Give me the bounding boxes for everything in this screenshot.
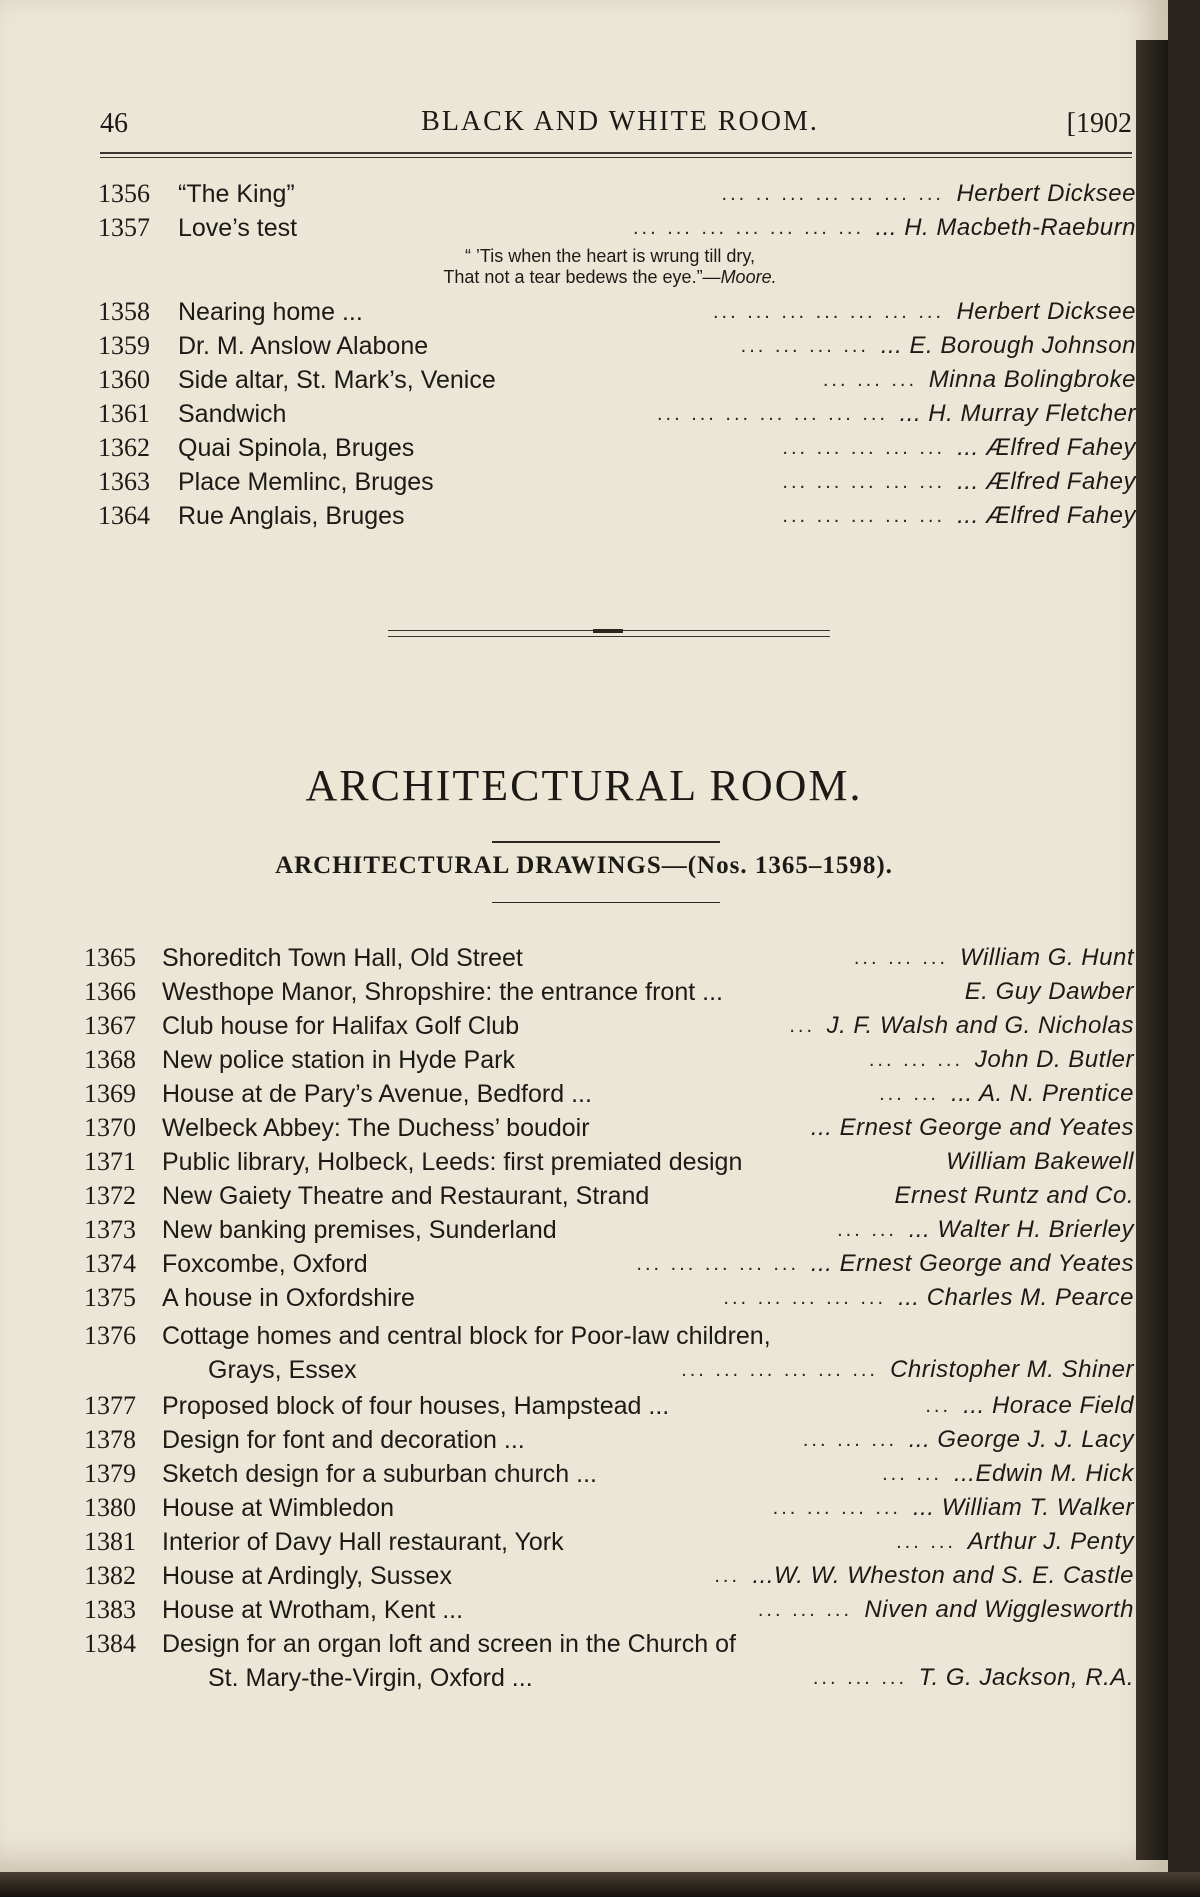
entry-artist: ... Ernest George and Yeates: [810, 1250, 1134, 1277]
leader-dots: ... ... ... ... ...: [782, 471, 945, 493]
leader-dots: ... ... ... ... ...: [782, 505, 945, 527]
entry-number: 1381: [84, 1527, 136, 1556]
entry-number: 1379: [84, 1459, 136, 1488]
section-subheading: [0, 852, 1168, 880]
entry-artist: ...Edwin M. Hick: [953, 1460, 1134, 1487]
catalogue-entry: [84, 1214, 1134, 1246]
entry-title: Design for an organ loft and screen in the Church of: [162, 1630, 736, 1658]
entry-number: 1378: [84, 1425, 136, 1454]
catalogue-entry: [98, 212, 1136, 244]
leader-dots: ... ... ... ... ... ... ...: [656, 403, 888, 425]
catalogue-entry: [84, 1458, 1134, 1490]
entry-number: 1380: [84, 1493, 136, 1522]
leader-dots: ... ... ...: [868, 1049, 963, 1071]
leader-dots: ... ... ...: [853, 947, 948, 969]
entry-artist: ... E. Borough Johnson: [880, 332, 1136, 359]
entry-artist: ... H. Macbeth-Raeburn: [875, 214, 1136, 241]
entry-title: Proposed block of four houses, Hampstead ...: [162, 1392, 670, 1420]
catalogue-entry: [98, 466, 1136, 498]
entry-title: House at de Pary’s Avenue, Bedford ...: [162, 1080, 592, 1108]
catalogue-entry: [84, 1078, 1134, 1110]
entry-title: Foxcombe, Oxford: [162, 1250, 368, 1278]
catalogue-entry: [98, 296, 1136, 328]
section-divider: [388, 630, 830, 637]
entry-number: 1370: [84, 1113, 136, 1142]
catalogue-entry: [84, 1662, 1134, 1694]
entry-artist: ... Ælfred Fahey: [957, 502, 1136, 529]
entry-artist: Herbert Dicksee: [956, 180, 1136, 207]
entry-number: 1372: [84, 1181, 136, 1210]
catalogue-entry: [98, 398, 1136, 430]
entry-title: Dr. M. Anslow Alabone: [178, 332, 429, 360]
entry-number: 1377: [84, 1391, 136, 1420]
entry-title: Design for font and decoration ...: [162, 1426, 525, 1454]
entry-number: 1365: [84, 943, 136, 972]
entry-title: House at Wimbledon: [162, 1494, 395, 1522]
leader-dots: ... .. ... ... ... ... ...: [721, 183, 944, 205]
entry-number: 1363: [98, 467, 150, 496]
catalogue-entry: [84, 1560, 1134, 1592]
leader-dots: ...: [925, 1395, 951, 1417]
entry-title: Rue Anglais, Bruges: [178, 502, 405, 530]
entry-title: Welbeck Abbey: The Duchess’ boudoir: [162, 1114, 590, 1142]
entry-title: A house in Oxfordshire: [162, 1284, 415, 1312]
quote-citation: Moore.: [720, 267, 777, 287]
entry-artist: ... George J. J. Lacy: [908, 1426, 1134, 1453]
entry-number: 1383: [84, 1595, 136, 1624]
year-label: [1902: [1066, 108, 1132, 139]
entry-artist: J. F. Walsh and G. Nicholas: [826, 1012, 1134, 1039]
catalogue-entry: [84, 1354, 1134, 1386]
catalogue-entry: [84, 1112, 1134, 1144]
entry-number: 1375: [84, 1283, 136, 1312]
entry-artist: Ernest Runtz and Co.: [894, 1182, 1134, 1209]
page-header: [100, 100, 1140, 144]
entry-number: 1359: [98, 331, 150, 360]
entry-number: 1367: [84, 1011, 136, 1040]
catalogue-entry: [84, 1282, 1134, 1314]
entry-artist: Minna Bolingbroke: [928, 366, 1136, 393]
catalogue-entry: [98, 432, 1136, 464]
entry-number: 1362: [98, 433, 150, 462]
entry-number: 1371: [84, 1147, 136, 1176]
entry-artist: ... Ælfred Fahey: [957, 434, 1136, 461]
entry-artist: Arthur J. Penty: [967, 1528, 1134, 1555]
catalogue-entry: [84, 1010, 1134, 1042]
entry-title: Side altar, St. Mark’s, Venice: [178, 366, 496, 394]
catalogue-entry: [84, 942, 1134, 974]
entry-artist: ...W. W. Wheston and S. E. Castle: [752, 1562, 1134, 1589]
entry-title: Quai Spinola, Bruges: [178, 434, 415, 462]
entry-number: 1356: [98, 179, 150, 208]
entry-artist: ... Ælfred Fahey: [957, 468, 1136, 495]
entry-title: Sandwich: [178, 400, 287, 428]
leader-dots: ...: [714, 1565, 740, 1587]
entry-number: 1373: [84, 1215, 136, 1244]
quotation: [330, 246, 890, 288]
leader-dots: ... ... ... ... ... ...: [681, 1359, 878, 1381]
leader-dots: ... ...: [882, 1463, 942, 1485]
entry-artist: ... Ernest George and Yeates: [810, 1114, 1134, 1141]
subheading-range: —(Nos. 1365–1598).: [661, 852, 893, 879]
entry-artist: ... Walter H. Brierley: [908, 1216, 1134, 1243]
catalogue-entry: [84, 1044, 1134, 1076]
catalogue-entry: [98, 500, 1136, 532]
entry-title: House at Ardingly, Sussex: [162, 1562, 452, 1590]
catalogue-entry: [84, 1146, 1134, 1178]
entry-title: Club house for Halifax Golf Club: [162, 1012, 520, 1040]
entry-title: Sketch design for a suburban church ...: [162, 1460, 597, 1488]
catalogue-entry: [84, 1248, 1134, 1280]
entry-number: 1376: [84, 1321, 136, 1350]
catalogue-entry: [84, 1628, 1134, 1660]
entry-artist: John D. Butler: [974, 1046, 1134, 1073]
leader-dots: ... ... ... ... ... ... ...: [712, 301, 944, 323]
leader-dots: ... ...: [837, 1219, 897, 1241]
catalogue-entry: [84, 1594, 1134, 1626]
entry-title: Grays, Essex: [208, 1356, 357, 1384]
entry-title: Cottage homes and central block for Poor-law children,: [162, 1322, 771, 1350]
catalogue-entry: [98, 178, 1136, 210]
catalogue-entry: [84, 976, 1134, 1008]
entry-title: St. Mary-the-Virgin, Oxford ...: [208, 1664, 533, 1692]
catalogue-entry: [84, 1320, 1134, 1352]
entry-artist: ... William T. Walker: [913, 1494, 1134, 1521]
entry-title: Love’s test: [178, 214, 298, 242]
entry-title: New Gaiety Theatre and Restaurant, Strand: [162, 1182, 650, 1210]
entry-title: New banking premises, Sunderland: [162, 1216, 557, 1244]
entry-title: Public library, Holbeck, Leeds: first premiated design: [162, 1148, 743, 1176]
entry-number: 1358: [98, 297, 150, 326]
entry-number: 1366: [84, 977, 136, 1006]
entry-title: Place Memlinc, Bruges: [178, 468, 434, 496]
running-title: BLACK AND WHITE ROOM.: [421, 106, 819, 137]
entry-title: Nearing home ...: [178, 298, 363, 326]
leader-dots: ...: [789, 1015, 815, 1037]
entry-title: Shoreditch Town Hall, Old Street: [162, 944, 523, 972]
page-number: 46: [100, 108, 128, 139]
quote-line-2-text: That not a tear bedews the eye.”—: [443, 267, 721, 287]
leader-dots: ... ... ...: [822, 369, 917, 391]
leader-dots: ... ... ...: [802, 1429, 897, 1451]
catalogue-entry: [84, 1180, 1134, 1212]
entry-artist: Herbert Dicksee: [956, 298, 1136, 325]
catalogue-entry: [84, 1390, 1134, 1422]
entry-artist: ... H. Murray Fletcher: [899, 400, 1136, 427]
entry-artist: ... Charles M. Pearce: [898, 1284, 1134, 1311]
leader-dots: ... ... ... ... ...: [723, 1287, 886, 1309]
catalogue-entry: [84, 1424, 1134, 1456]
quote-line-2: [330, 267, 890, 288]
room-title: ARCHITECTURAL ROOM.: [305, 761, 863, 810]
entry-number: 1382: [84, 1561, 136, 1590]
entry-title: House at Wrotham, Kent ...: [162, 1596, 464, 1624]
catalogue-entry: [98, 330, 1136, 362]
entry-artist: ... A. N. Prentice: [951, 1080, 1134, 1107]
entry-artist: ... Horace Field: [963, 1392, 1134, 1419]
leader-dots: ... ...: [896, 1531, 956, 1553]
leader-dots: ... ... ...: [757, 1599, 852, 1621]
entry-artist: T. G. Jackson, R.A.: [918, 1664, 1134, 1691]
catalogue-entry: [84, 1492, 1134, 1524]
quote-line-1: “ ’Tis when the heart is wrung till dry,: [464, 246, 756, 266]
leader-dots: ... ...: [879, 1083, 939, 1105]
catalogue-entry: [84, 1526, 1134, 1558]
short-rule-top: [492, 841, 720, 843]
leader-dots: ... ... ...: [812, 1667, 907, 1689]
catalogue-entry: [98, 364, 1136, 396]
entry-number: 1369: [84, 1079, 136, 1108]
leader-dots: ... ... ... ...: [772, 1497, 901, 1519]
entry-number: 1361: [98, 399, 150, 428]
entry-number: 1374: [84, 1249, 136, 1278]
leader-dots: ... ... ... ... ...: [636, 1253, 799, 1275]
entry-number: 1357: [98, 213, 150, 242]
page-fore-edge: [1136, 40, 1168, 1860]
entry-artist: William G. Hunt: [960, 944, 1134, 971]
entry-artist: William Bakewell: [946, 1148, 1134, 1175]
header-rule: [100, 152, 1132, 158]
entry-number: 1360: [98, 365, 150, 394]
entry-artist: E. Guy Dawber: [964, 978, 1134, 1005]
leader-dots: ... ... ... ... ...: [782, 437, 945, 459]
leader-dots: ... ... ... ... ... ... ...: [632, 217, 864, 239]
leader-dots: ... ... ... ...: [740, 335, 869, 357]
subheading-text: ARCHITECTURAL DRAWINGS: [275, 852, 662, 879]
entry-title: New police station in Hyde Park: [162, 1046, 515, 1074]
book-bottom-edge: [0, 1872, 1200, 1897]
entry-number: 1384: [84, 1629, 136, 1658]
entry-title: Westhope Manor, Shropshire: the entrance front ...: [162, 978, 723, 1006]
entry-artist: Christopher M. Shiner: [890, 1356, 1134, 1383]
entry-title: “The King”: [178, 180, 295, 208]
entry-number: 1364: [98, 501, 150, 530]
entry-number: 1368: [84, 1045, 136, 1074]
short-rule-bottom: [492, 902, 720, 903]
entry-artist: Niven and Wigglesworth: [864, 1596, 1134, 1623]
entry-title: Interior of Davy Hall restaurant, York: [162, 1528, 564, 1556]
